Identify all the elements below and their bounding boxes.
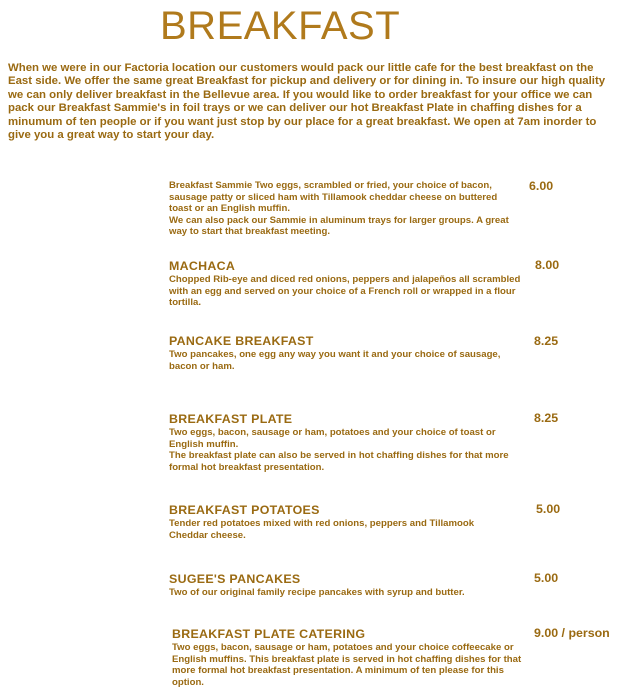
intro-paragraph: When we were in our Factoria location our customers would pack our little cafe for the best breakfast on the East side. We offer the same great Breakfast for pickup and delivery or for dining in. To insure our high quality we can only deliver breakfast in the Bellevue area. If you would like to order breakfast for your office we can pack our Breakfast Sammie's in foil trays or we can deliver our hot Breakfast Plate in chaffing dishes for a minumum of ten people or if you want just stop by our place for a great breakfast. We open at 7am inorder to give you a great way to start your day. — [8, 62, 606, 142]
item-name: MACHACA — [169, 259, 236, 273]
item-price: 6.00 — [529, 179, 554, 193]
item-description: Chopped Rib-eye and diced red onions, peppers and jalapeños all scrambled with an egg and served on your choice of a French roll or wrapped in a flour tortilla. — [169, 274, 521, 309]
menu-item-breakfast-plate-catering — [172, 627, 526, 688]
item-description: Two eggs, bacon, sausage or ham, potatoes and your choice of toast or English muffin. The breakfast plate can also be served in hot chaffing dishes for that more formal hot breakfast presentation. — [169, 427, 509, 473]
menu-item-breakfast-sammie — [169, 180, 521, 238]
menu-item-pancake-breakfast — [169, 334, 509, 372]
item-price: 8.25 — [534, 334, 559, 348]
menu-item-breakfast-potatoes — [169, 503, 514, 541]
item-price: 8.00 — [535, 258, 560, 272]
page-title: BREAKFAST — [160, 4, 401, 48]
item-name: SUGEE'S PANCAKES — [169, 572, 301, 586]
item-price: 9.00 / person — [534, 626, 610, 640]
menu-item-sugees-pancakes — [169, 572, 514, 599]
item-description: Two eggs, bacon, sausage or ham, potatoes and your choice coffeecake or English muffins. This breakfast plate is served in hot chaffing dishes for that more formal hot breakfast presentation. A minimum of ten please for this option. — [172, 642, 522, 688]
item-name: BREAKFAST PLATE CATERING — [172, 627, 366, 641]
item-description: Breakfast Sammie Two eggs, scrambled or fried, your choice of bacon, sausage patty or sliced ham with Tillamook cheddar cheese on buttered toast or an English muffin. We can also pack our Sammie in aluminum trays for larger groups. A great way to start that breakfast meeting. — [169, 180, 509, 238]
menu-item-machaca — [169, 259, 524, 309]
item-price: 8.25 — [534, 411, 559, 425]
item-description: Two pancakes, one egg any way you want it and your choice of sausage, bacon or ham. — [169, 349, 501, 372]
item-name: BREAKFAST POTATOES — [169, 503, 320, 517]
item-price: 5.00 — [536, 502, 561, 516]
item-price: 5.00 — [534, 571, 559, 585]
menu-item-breakfast-plate — [169, 412, 509, 473]
item-description: Two of our original family recipe pancakes with syrup and butter. — [169, 587, 465, 598]
item-description: Tender red potatoes mixed with red onions, peppers and Tillamook Cheddar cheese. — [169, 518, 475, 541]
item-name: PANCAKE BREAKFAST — [169, 334, 314, 348]
item-name: BREAKFAST PLATE — [169, 412, 293, 426]
